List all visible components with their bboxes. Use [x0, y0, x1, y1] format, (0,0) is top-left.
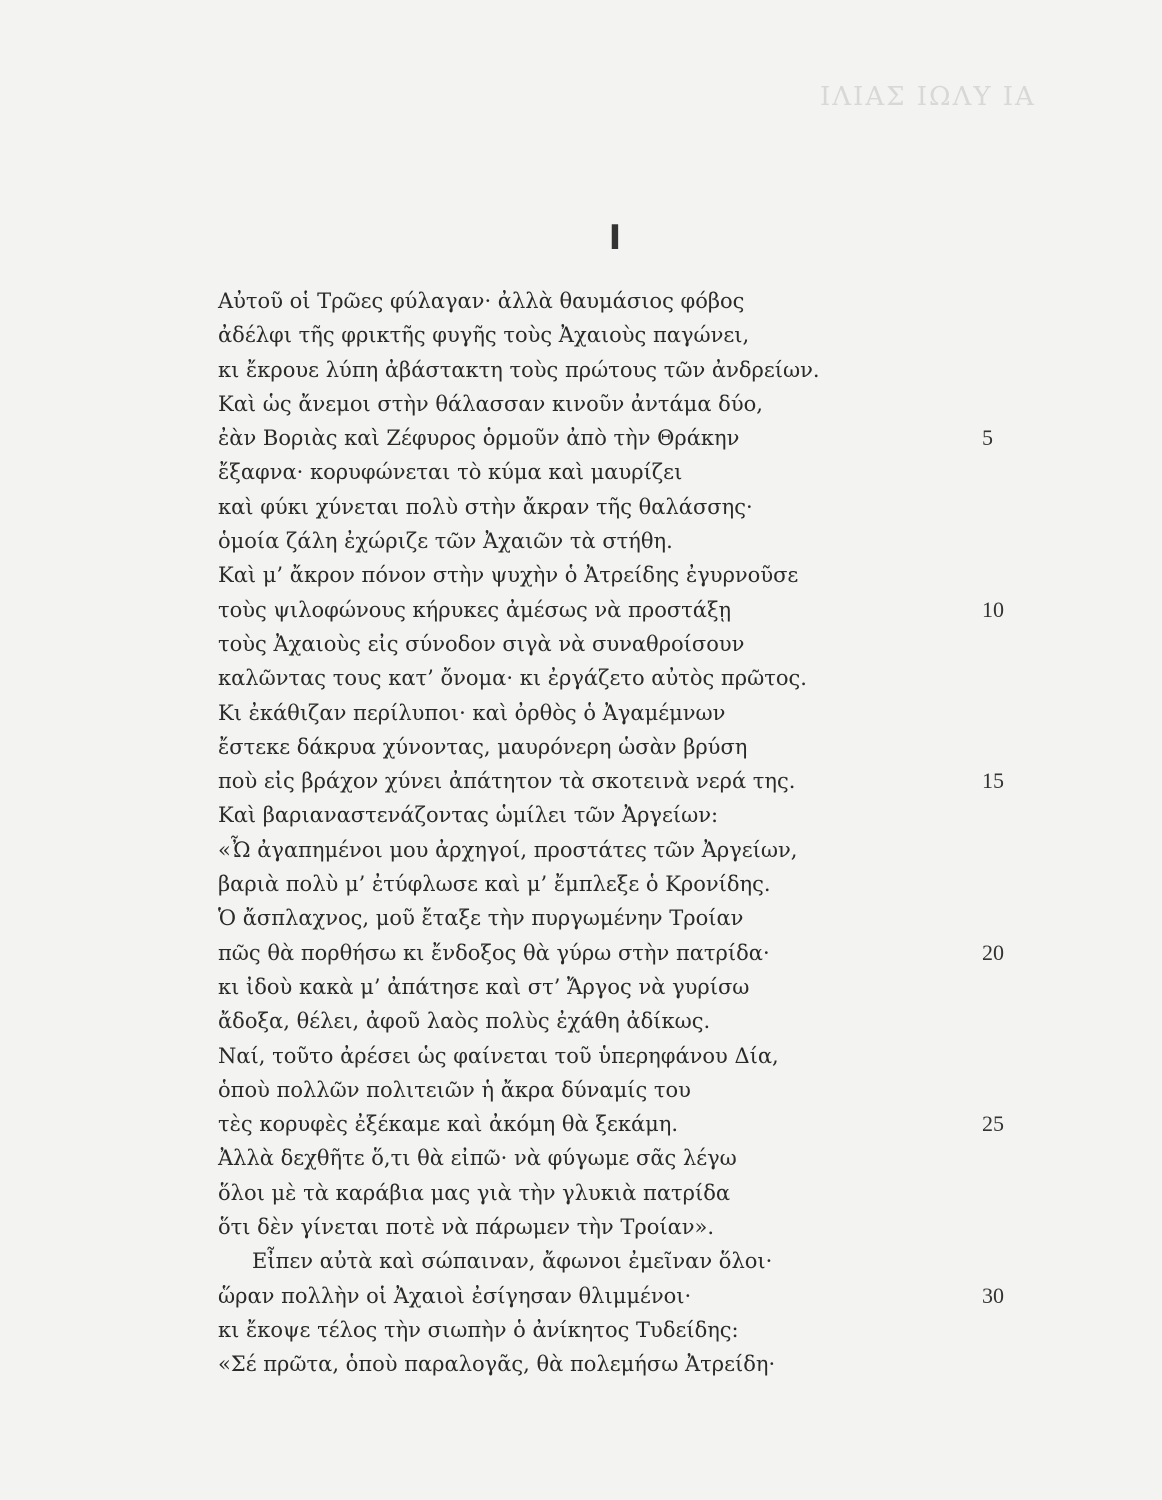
verse-line: [218, 1141, 1038, 1175]
verse-line: [218, 1347, 1038, 1381]
line-number: 20: [982, 939, 1004, 965]
verse-text: ὅλοι μὲ τὰ καράβια μας γιὰ τὴν γλυκιὰ πατρίδα: [218, 1180, 731, 1205]
verse-line: [218, 970, 1038, 1004]
verse-line: [218, 936, 1038, 970]
verse-line: [218, 353, 1038, 387]
verse-text: Καὶ μ’ ἄκρον πόνον στὴν ψυχὴν ὁ Ἀτρείδης ἐγυρνοῦσε: [218, 563, 799, 588]
verse-text: Αὐτοῦ οἱ Τρῶες φύλαγαν· ἀλλὰ θαυμάσιος φόβος: [218, 289, 745, 313]
verse-text: κι ἰδοὺ κακὰ μ’ ἀπάτησε καὶ στ’ Ἄργος νὰ γυρίσω: [218, 974, 750, 999]
verse-text: κι ἔκοψε τέλος τὴν σιωπὴν ὁ ἀνίκητος Τυδείδης:: [218, 1317, 739, 1342]
verse-line: [218, 1176, 1038, 1210]
verse-text: τοὺς Ἀχαιοὺς εἰς σύνοδον σιγὰ νὰ συναθροίσουν: [218, 631, 745, 656]
verse-line: [218, 558, 1038, 592]
verse-text: Εἶπεν αὐτὰ καὶ σώπαιναν, ἄφωνοι ἐμεῖναν ὅλοι·: [252, 1249, 773, 1274]
verse-text: Ἀλλὰ δεχθῆτε ὅ,τι θὰ εἰπῶ· νὰ φύγωμε σᾶς λέγω: [218, 1146, 737, 1171]
verse-line: [218, 1244, 1038, 1278]
verse-line: [218, 661, 1038, 695]
line-number: 5: [982, 425, 993, 451]
verse-text: ὁποὺ πολλῶν πολιτειῶν ἡ ἄκρα δύναμίς του: [218, 1077, 691, 1102]
verse-line: [218, 867, 1038, 901]
verse-line: [218, 455, 1038, 489]
line-number: 10: [982, 596, 1004, 622]
verse-line: [218, 318, 1038, 352]
verse-line: [218, 1313, 1038, 1347]
line-number: 15: [982, 768, 1004, 794]
verse-text: Καὶ ὡς ἄνεμοι στὴν θάλασσαν κινοῦν ἀντάμα δύο,: [218, 391, 763, 416]
verse-line: [218, 1210, 1038, 1244]
verse-text: τὲς κορυφὲς ἐξέκαμε καὶ ἀκόμη θὰ ξεκάμη.: [218, 1112, 679, 1137]
section-number: I: [608, 218, 622, 258]
verse-text: «Ὦ ἀγαπημένοι μου ἀρχηγοί, προστάτες τῶν Ἀργείων,: [218, 837, 798, 862]
bleed-through-header: ΙΛΙΑΣ ΙΩΛΥ ΙΑ: [820, 82, 1036, 112]
verse-line: [218, 833, 1038, 867]
verse-text: βαριὰ πολὺ μ’ ἐτύφλωσε καὶ μ’ ἔμπλεξε ὁ Κρονίδης.: [218, 872, 771, 897]
verse-text: πῶς θὰ πορθήσω κι ἔνδοξος θὰ γύρω στὴν πατρίδα·: [218, 940, 770, 965]
verse-line: [218, 1039, 1038, 1073]
verse-line: [218, 1073, 1038, 1107]
verse-line: [218, 524, 1038, 558]
verse-text: Ὁ ἄσπλαχνος, μοῦ ἔταξε τὴν πυργωμένην Τροίαν: [218, 906, 744, 931]
verse-text: «Σέ πρῶτα, ὁποὺ παραλογᾶς, θὰ πολεμήσω Ἀτρείδη·: [218, 1352, 776, 1377]
verse-text: τοὺς ψιλοφώνους κήρυκες ἀμέσως νὰ προστάξῃ: [218, 597, 732, 622]
verse-line: [218, 798, 1038, 832]
verse-line: [218, 1107, 1038, 1141]
verse-text: ποὺ εἰς βράχον χύνει ἀπάτητον τὰ σκοτεινὰ νερά της.: [218, 769, 796, 794]
verse-line: [218, 1004, 1038, 1038]
verse-text: ἀδέλφι τῆς φρικτῆς φυγῆς τοὺς Ἀχαιοὺς παγώνει,: [218, 323, 750, 348]
verse-text: ὅτι δὲν γίνεται ποτὲ νὰ πάρωμεν τὴν Τροίαν».: [218, 1215, 715, 1240]
line-number: 25: [982, 1111, 1004, 1137]
verse-line: [218, 901, 1038, 935]
verse-text: καὶ φύκι χύνεται πολὺ στὴν ἄκραν τῆς θαλάσσης·: [218, 494, 753, 519]
verse-line: [218, 730, 1038, 764]
verse-line: [218, 387, 1038, 421]
verse-text: καλῶντας τους κατ’ ὄνομα· κι ἐργάζετο αὐτὸς πρῶτος.: [218, 666, 807, 691]
verse-line: [218, 764, 1038, 798]
verse-text: ἔστεκε δάκρυα χύνοντας, μαυρόνερη ὡσὰν βρύση: [218, 734, 748, 759]
poem-text: [218, 284, 1038, 1382]
verse-line: [218, 421, 1038, 455]
verse-text: Κι ἐκάθιζαν περίλυποι· καὶ ὀρθὸς ὁ Ἀγαμέμνων: [218, 700, 726, 725]
verse-text: Καὶ βαριαναστενάζοντας ὡμίλει τῶν Ἀργείων:: [218, 803, 719, 828]
verse-text: κι ἔκρουε λύπη ἀβάστακτη τοὺς πρώτους τῶν ἀνδρείων.: [218, 357, 820, 382]
verse-text: ὁμοία ζάλη ἐχώριζε τῶν Ἀχαιῶν τὰ στήθη.: [218, 529, 673, 554]
line-number: 30: [982, 1282, 1004, 1308]
verse-line: [218, 1279, 1038, 1313]
verse-line: [218, 696, 1038, 730]
verse-line: [218, 593, 1038, 627]
verse-text: ὥραν πολλὴν οἱ Ἀχαιοὶ ἐσίγησαν θλιμμένοι·: [218, 1283, 692, 1308]
verse-line: [218, 490, 1038, 524]
verse-text: Ναί, τοῦτο ἀρέσει ὡς φαίνεται τοῦ ὑπερηφάνου Δία,: [218, 1043, 779, 1068]
verse-text: ἔξαφνα· κορυφώνεται τὸ κύμα καὶ μαυρίζει: [218, 460, 683, 485]
verse-line: [218, 284, 1038, 318]
verse-text: ἐὰν Βοριὰς καὶ Ζέφυρος ὁρμοῦν ἀπὸ τὴν Θράκην: [218, 426, 740, 451]
verse-text: ἄδοξα, θέλει, ἀφοῦ λαὸς πολὺς ἐχάθη ἀδίκως.: [218, 1009, 711, 1034]
verse-line: [218, 627, 1038, 661]
